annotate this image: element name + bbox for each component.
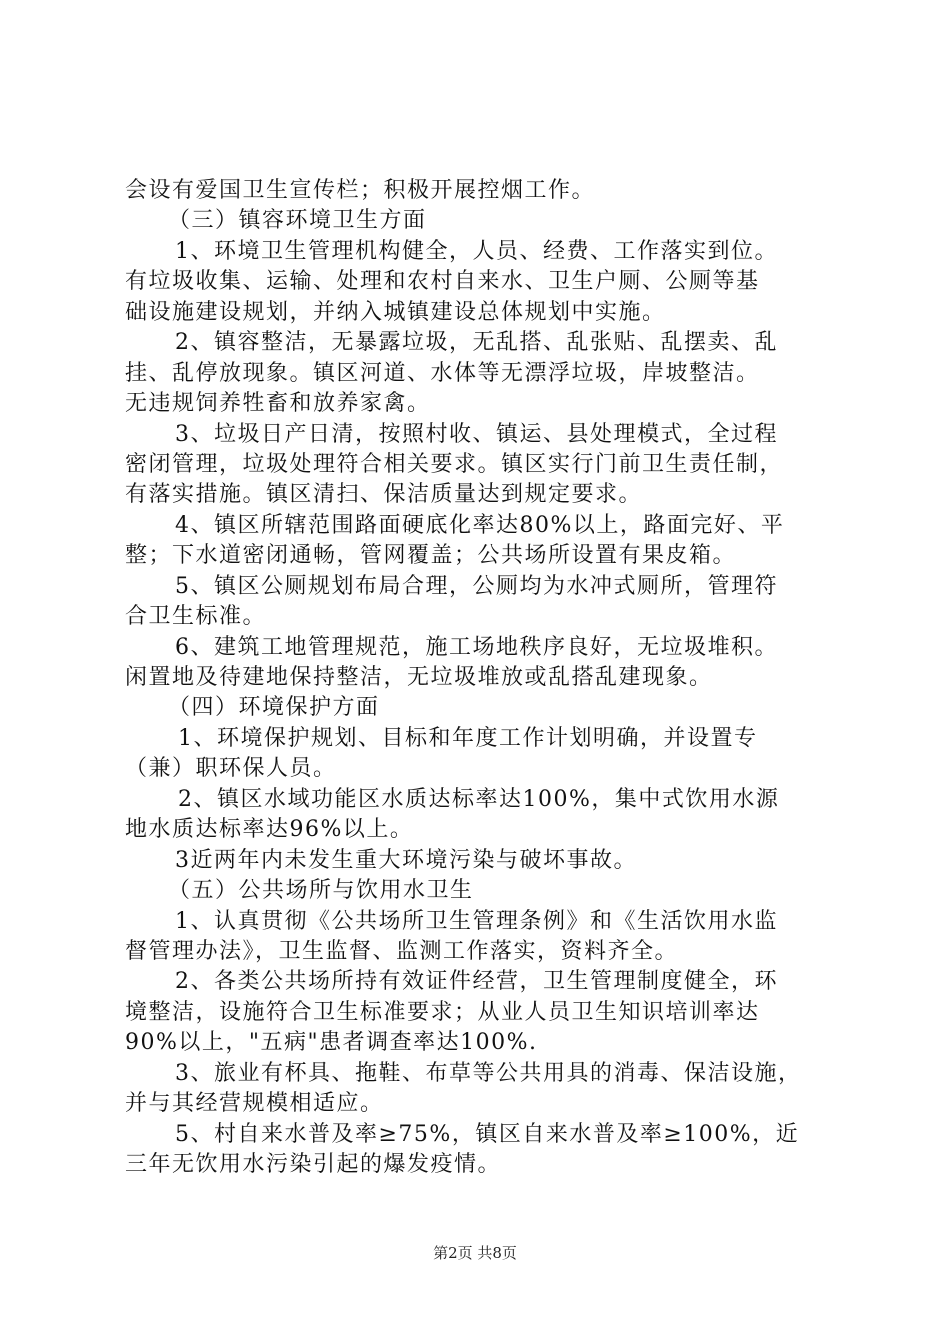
text-line: 三年无饮用水污染引起的爆发疫情。 xyxy=(125,1152,502,1177)
section-heading: （四）环境保护方面 xyxy=(168,695,380,720)
text-line: 2、镇容整洁，无暴露垃圾，无乱搭、乱张贴、乱摆卖、乱 xyxy=(175,330,778,355)
text-line: 地水质达标率达96%以上。 xyxy=(125,817,414,842)
section-heading: （五）公共场所与饮用水卫生 xyxy=(168,878,474,903)
text-line: 1、环境卫生管理机构健全，人员、经费、工作落实到位。 xyxy=(175,239,778,264)
text-line: 有垃圾收集、运输、处理和农村自来水、卫生户厕、公厕等基 xyxy=(125,269,760,294)
text-line: 础设施建设规划，并纳入城镇建设总体规划中实施。 xyxy=(125,300,666,325)
text-line: 无违规饲养牲畜和放养家禽。 xyxy=(125,391,431,416)
text-line: 合卫生标准。 xyxy=(125,604,267,629)
text-line: 境整洁，设施符合卫生标准要求；从业人员卫生知识培训率达 xyxy=(125,1000,760,1025)
text-line: （兼）职环保人员。 xyxy=(125,756,337,781)
text-line: 1、环境保护规划、目标和年度工作计划明确，并设置专 xyxy=(178,726,758,751)
text-line: 5、镇区公厕规划布局合理，公厕均为水冲式厕所，管理符 xyxy=(175,574,778,599)
text-line: 4、镇区所辖范围路面硬底化率达80%以上，路面完好、平 xyxy=(175,513,785,538)
text-line: 密闭管理，垃圾处理符合相关要求。镇区实行门前卫生责任制， xyxy=(125,452,784,477)
text-line: 督管理办法》，卫生监督、监测工作落实，资料齐全。 xyxy=(125,939,679,964)
page-number-footer: 第2页 共8页 xyxy=(433,1244,517,1262)
text-line: 2、各类公共场所持有效证件经营，卫生管理制度健全，环 xyxy=(175,969,778,994)
text-line: 闲置地及待建地保持整洁，无垃圾堆放或乱搭乱建现象。 xyxy=(125,665,713,690)
text-line: 3近两年内未发生重大环境污染与破坏事故。 xyxy=(175,848,637,873)
text-line: 并与其经营规模相适应。 xyxy=(125,1091,384,1116)
text-line: 有落实措施。镇区清扫、保洁质量达到规定要求。 xyxy=(125,482,643,507)
text-line: 6、建筑工地管理规范，施工场地秩序良好，无垃圾堆积。 xyxy=(175,635,778,660)
text-line: 90%以上，"五病"患者调查率达100%. xyxy=(125,1030,538,1055)
text-line: 5、村自来水普及率≥75%，镇区自来水普及率≥100%，近 xyxy=(175,1122,800,1147)
text-line: 3、垃圾日产日清，按照村收、镇运、县处理模式，全过程 xyxy=(175,422,778,447)
text-line: 3、旅业有杯具、拖鞋、布草等公共用具的消毒、保洁设施， xyxy=(175,1061,802,1086)
section-heading: （三）镇容环境卫生方面 xyxy=(168,208,427,233)
text-line: 2、镇区水域功能区水质达标率达100%，集中式饮用水源 xyxy=(178,787,780,812)
text-line: 挂、乱停放现象。镇区河道、水体等无漂浮垃圾，岸坡整洁。 xyxy=(125,361,760,386)
text-line: 会设有爱国卫生宣传栏；积极开展控烟工作。 xyxy=(125,178,596,203)
text-line: 整；下水道密闭通畅，管网覆盖；公共场所设置有果皮箱。 xyxy=(125,543,737,568)
text-line: 1、认真贯彻《公共场所卫生管理条例》和《生活饮用水监 xyxy=(175,909,778,934)
